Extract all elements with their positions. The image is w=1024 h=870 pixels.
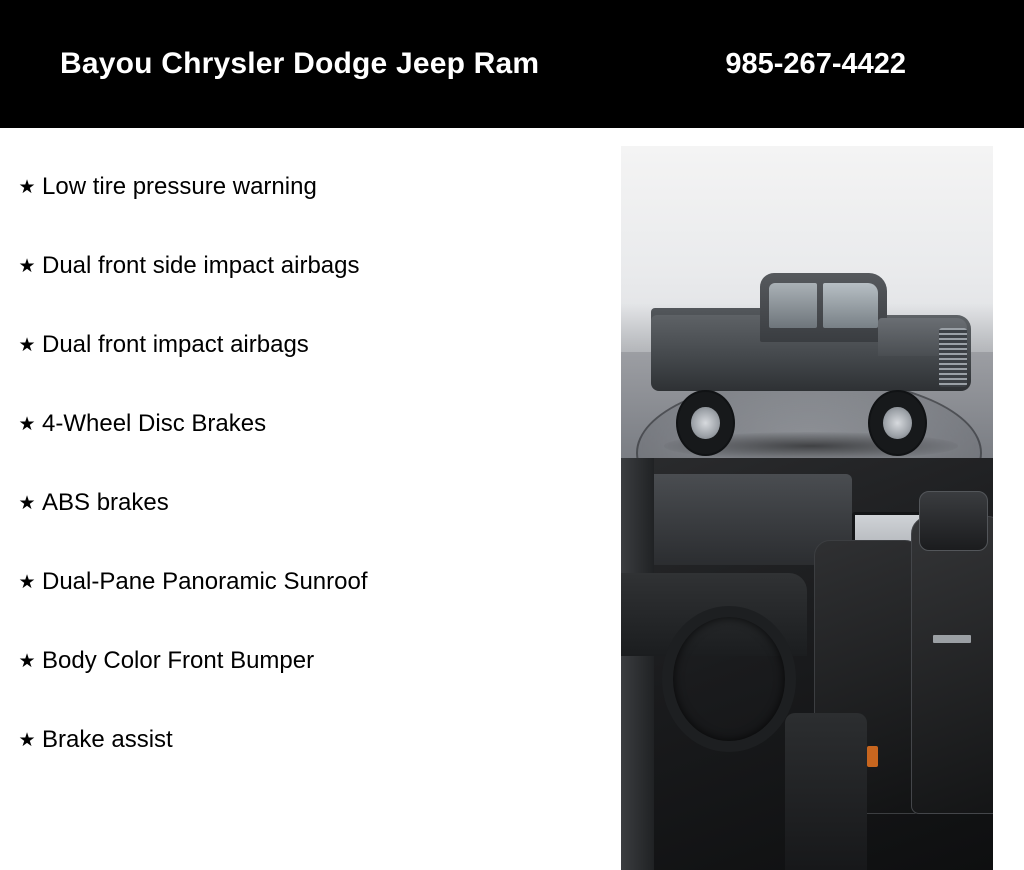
truck-illustration: [651, 270, 971, 443]
page-content: [0, 128, 1024, 768]
list-item: [12, 622, 610, 701]
feature-label: Dual-Pane Panoramic Sunroof: [42, 568, 368, 596]
list-item: [12, 306, 610, 385]
list-item: [12, 227, 610, 306]
star-icon: ★: [18, 256, 36, 277]
feature-label: Body Color Front Bumper: [42, 647, 315, 675]
feature-label: ABS brakes: [42, 489, 169, 517]
rear-window: [769, 283, 817, 328]
dealer-header: [0, 0, 1024, 128]
front-window: [823, 283, 877, 328]
feature-label: Low tire pressure warning: [42, 173, 317, 201]
passenger-seat: [911, 516, 993, 815]
star-icon: ★: [18, 572, 36, 593]
list-item: [12, 385, 610, 464]
star-icon: ★: [18, 414, 36, 435]
vehicle-interior-photo: [621, 458, 993, 870]
truck-grille: [939, 328, 968, 387]
feature-label: Brake assist: [42, 726, 173, 754]
steering-wheel: [662, 606, 796, 752]
dealer-name: Bayou Chrysler Dodge Jeep Ram: [60, 47, 540, 80]
front-wheel: [868, 390, 926, 456]
center-console: [785, 713, 867, 870]
list-item: [12, 464, 610, 543]
feature-label: Dual front side impact airbags: [42, 252, 360, 280]
feature-label: 4-Wheel Disc Brakes: [42, 410, 267, 438]
feature-label: Dual front impact airbags: [42, 331, 309, 359]
rear-wheel: [676, 390, 734, 456]
star-icon: ★: [18, 177, 36, 198]
list-item: [12, 701, 610, 780]
feature-list: [0, 148, 610, 780]
seat-belt-buckle: [867, 746, 878, 767]
door-pillar: [621, 458, 654, 870]
star-icon: ★: [18, 335, 36, 356]
seat-badge: [933, 635, 970, 643]
star-icon: ★: [18, 730, 36, 751]
star-icon: ★: [18, 493, 36, 514]
dealer-phone[interactable]: 985-267-4422: [725, 47, 906, 80]
headrest: [919, 491, 988, 551]
list-item: [12, 543, 610, 622]
list-item: [12, 148, 610, 227]
star-icon: ★: [18, 651, 36, 672]
